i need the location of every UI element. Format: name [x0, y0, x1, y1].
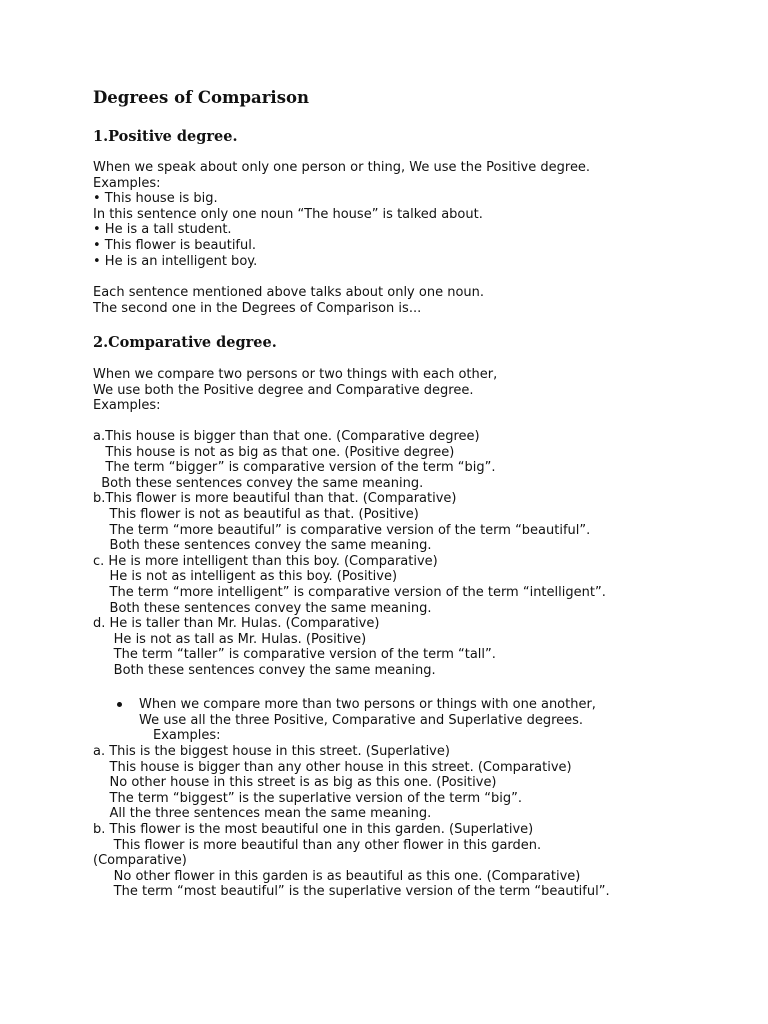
example-line: (Comparative) — [93, 853, 187, 869]
body-line: In this sentence only one noun “The house” is talked about. — [93, 206, 483, 222]
example-line: Both these sentences convey the same meaning. — [93, 475, 424, 491]
example-line: The term “bigger” is comparative version of the term “big”. — [93, 460, 496, 476]
example-line: All the three sentences mean the same meaning. — [93, 806, 432, 822]
example-line: b. This flower is the most beautiful one in this garden. (Superlative) — [93, 821, 534, 837]
document-title: Degrees of Comparison — [93, 88, 309, 107]
section-heading-comparative: 2.Comparative degree. — [93, 334, 277, 351]
body-line: Examples: — [93, 175, 161, 191]
example-line: He is not as tall as Mr. Hulas. (Positive) — [93, 631, 367, 647]
example-line: This flower is more beautiful than any other flower in this garden. — [93, 837, 542, 853]
example-line: No other house in this street is as big as this one. (Positive) — [93, 775, 497, 791]
example-line: a.This house is bigger than that one. (Comparative degree) — [93, 429, 480, 444]
example-line: The term “most beautiful” is the superlative version of the term “beautiful”. — [93, 884, 610, 900]
example-line: No other flower in this garden is as beautiful as this one. (Comparative) — [93, 868, 581, 884]
example-line: This flower is not as beautiful as that. (Positive) — [93, 506, 419, 522]
example-line: Both these sentences convey the same meaning. — [93, 600, 432, 616]
body-line: When we compare two persons or two things with each other, — [93, 367, 498, 382]
example-line: He is not as intelligent as this boy. (Positive) — [93, 569, 398, 585]
body-line: • He is an intelligent boy. — [93, 253, 258, 269]
example-line: Both these sentences convey the same meaning. — [93, 662, 436, 678]
example-line: The term “more intelligent” is comparative version of the term “intelligent”. — [93, 584, 606, 600]
bullet-icon — [117, 702, 122, 707]
example-line: The term “taller” is comparative version of the term “tall”. — [93, 647, 496, 663]
body-line: We use both the Positive degree and Comparative degree. — [93, 382, 474, 398]
example-line: This house is not as big as that one. (Positive degree) — [93, 444, 455, 460]
example-line: c. He is more intelligent than this boy. (Comparative) — [93, 553, 438, 569]
body-line: When we compare more than two persons or things with one another, — [139, 697, 596, 712]
section-comparative-intro — [93, 367, 497, 414]
example-line: d. He is taller than Mr. Hulas. (Comparative) — [93, 616, 380, 632]
body-line: We use all the three Positive, Comparative and Superlative degrees. — [139, 712, 584, 728]
example-line: b.This flower is more beautiful than that. (Comparative) — [93, 491, 457, 507]
example-line: a. This is the biggest house in this street. (Superlative) — [93, 744, 450, 759]
body-line: • This flower is beautiful. — [93, 237, 256, 253]
example-line: This house is bigger than any other house in this street. (Comparative) — [93, 759, 572, 775]
body-line: • He is a tall student. — [93, 222, 232, 238]
body-line: • This house is big. — [93, 191, 218, 207]
example-line: The term “more beautiful” is comparative version of the term “beautiful”. — [93, 522, 591, 538]
section-comparative-examples — [93, 429, 606, 679]
body-line: Examples: — [153, 728, 221, 744]
body-line: Each sentence mentioned above talks about only one noun. — [93, 285, 485, 300]
section-superlative-examples — [93, 744, 610, 900]
section-positive-summary — [93, 285, 484, 316]
body-line: The second one in the Degrees of Comparison is... — [93, 300, 422, 316]
example-line: Both these sentences convey the same meaning. — [93, 538, 432, 554]
body-line: When we speak about only one person or thing, We use the Positive degree. — [93, 160, 591, 175]
section-positive-body — [93, 160, 590, 269]
body-line: Examples: — [93, 398, 161, 414]
section-heading-positive: 1.Positive degree. — [93, 128, 238, 145]
example-line: The term “biggest” is the superlative version of the term “big”. — [93, 790, 522, 806]
section-superlative-intro — [139, 697, 596, 744]
